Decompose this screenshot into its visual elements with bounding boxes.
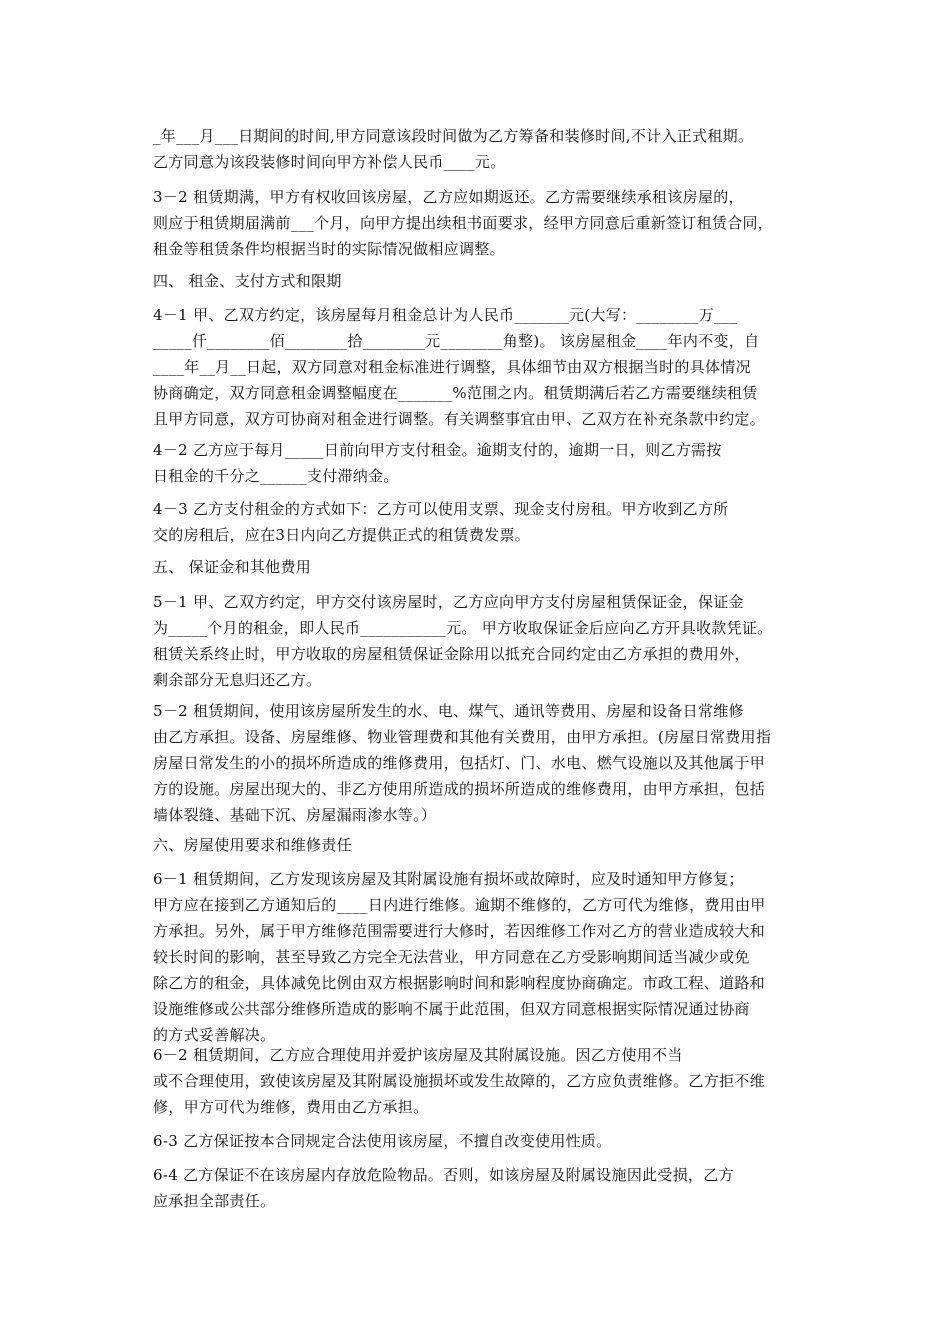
text-line: 较长时间的影响，甚至导致乙方完全无法营业，甲方同意在乙方受影响期间适当减少或免	[153, 948, 750, 966]
text-line: 方承担。另外，属于甲方维修范围需要进行大修时，若因维修工作对乙方的营业造成较大和	[153, 922, 766, 940]
text-line: 方的设施。房屋出现大的、非乙方使用所造成的损坏所造成的维修费用，由甲方承担，包括	[153, 780, 766, 798]
text-line: 4－3 乙方支付租金的方式如下：乙方可以使用支票、现金支付房租。甲方收到乙方所	[153, 500, 729, 518]
text-line: 协商确定，双方同意租金调整幅度在_______%范围之内。租赁期满后若乙方需要继续租赁	[153, 384, 758, 402]
text-line: 日租金的千分之______支付滞纳金。	[153, 467, 399, 485]
text-line: 设施维修或公共部分维修所造成的影响不属于此范围，但双方同意根据实际情况通过协商	[153, 1000, 750, 1018]
text-line: 修，甲方可代为维修，费用由乙方承担。	[153, 1098, 429, 1116]
heading-line: 四、 租金、支付方式和限期	[153, 272, 342, 290]
text-line: 租金等租赁条件均根据当时的实际情况做相应调整。	[153, 240, 505, 258]
text-line: ____年__月__日起，双方同意对租金标准进行调整，具体细节由双方根据当时的具体情况	[153, 358, 751, 376]
text-line: 或不合理使用，致使该房屋及其附属设施损坏或发生故障的，乙方应负责维修。乙方拒不维	[153, 1072, 766, 1090]
text-line: 租赁关系终止时，甲方收取的房屋租赁保证金除用以抵充合同约定由乙方承担的费用外，	[153, 645, 750, 663]
paragraph-4-1	[153, 302, 813, 432]
paragraph-5-1	[153, 589, 813, 693]
text-line: 墙体裂缝、基础下沉、房屋漏雨渗水等。）	[153, 806, 437, 824]
text-line: 4－2 乙方应于每月_____日前向甲方支付租金。逾期支付的，逾期一日，则乙方需按	[153, 441, 722, 459]
paragraph-5-2	[153, 698, 813, 828]
text-line: 且甲方同意，双方可协商对租金进行调整。有关调整事宜由甲、乙双方在补充条款中约定。	[153, 410, 766, 428]
heading-line: 五、 保证金和其他费用	[153, 558, 312, 576]
paragraph-6-3	[153, 1128, 813, 1154]
text-line: 为_____个月的租金，即人民币___________元。 甲方收取保证金后应向乙方开具收款凭证。	[153, 619, 773, 637]
paragraph-6-4	[153, 1162, 813, 1214]
text-line: 6-3 乙方保证按本合同规定合法使用该房屋，不擅自改变使用性质。	[153, 1132, 612, 1150]
text-line: 乙方同意为该段装修时间向甲方补偿人民币____元。	[153, 153, 506, 171]
text-line: _____仟________佰________拾________元________角整)。 该房屋租金____年内不变，自	[153, 332, 760, 350]
text-line: 6－1 租赁期间，乙方发现该房屋及其附属设施有损坏或故障时，应及时通知甲方修复；	[153, 870, 744, 888]
text-line: 由乙方承担。设备、房屋维修、物业管理费和其他有关费用，由甲方承担。(房屋日常费用指	[153, 728, 772, 746]
text-line: _年___月___日期间的时间,甲方同意该段时间做为乙方筹备和装修时间,不计入正式租期。	[153, 127, 754, 145]
text-line: 的方式妥善解决。	[153, 1026, 276, 1044]
section-heading-4	[153, 268, 813, 294]
text-line: 5－1 甲、乙双方约定，甲方交付该房屋时，乙方应向甲方支付房屋租赁保证金，保证金	[153, 593, 744, 611]
text-line: 6-4 乙方保证不在该房屋内存放危险物品。否则，如该房屋及附属设施因此受损，乙方	[153, 1166, 734, 1184]
text-line: 则应于租赁期届满前___个月，向甲方提出续租书面要求，经甲方同意后重新签订租赁合同，	[153, 214, 774, 232]
paragraph-6-2	[153, 1042, 813, 1120]
text-line: 交的房租后，应在3日内向乙方提供正式的租赁费发票。	[153, 526, 531, 544]
section-heading-6	[153, 832, 813, 858]
text-line: 剩余部分无息归还乙方。	[153, 671, 322, 689]
text-line: 房屋日常发生的小的损坏所造成的维修费用，包括灯、门、水电、燃气设施以及其他属于甲	[153, 754, 766, 772]
paragraph-4-2	[153, 437, 813, 489]
text-line: 5－2 租赁期间，使用该房屋所发生的水、电、煤气、通讯等费用、房屋和设备日常维修	[153, 702, 744, 720]
text-line: 3－2 租赁期满，甲方有权收回该房屋，乙方应如期返还。乙方需要继续承租该房屋的，	[153, 188, 744, 206]
heading-line: 六、房屋使用要求和维修责任	[153, 836, 352, 854]
text-line: 应承担全部责任。	[153, 1192, 276, 1210]
paragraph-6-1	[153, 866, 813, 1048]
text-line: 除乙方的租金，具体减免比例由双方根据影响时间和影响程度协商确定。市政工程、道路和	[153, 974, 766, 992]
text-line: 6－2 租赁期间，乙方应合理使用并爱护该房屋及其附属设施。因乙方使用不当	[153, 1046, 683, 1064]
paragraph-4-3	[153, 496, 813, 548]
section-heading-5	[153, 554, 813, 580]
text-line: 甲方应在接到乙方通知后的____日内进行维修。逾期不维修的，乙方可代为维修，费用由甲	[153, 896, 766, 914]
paragraph-3-2	[153, 184, 813, 262]
paragraph-3-1-continuation	[153, 123, 813, 175]
text-line: 4－1 甲、乙双方约定，该房屋每月租金总计为人民币_______元(大写：________万___	[153, 306, 738, 324]
